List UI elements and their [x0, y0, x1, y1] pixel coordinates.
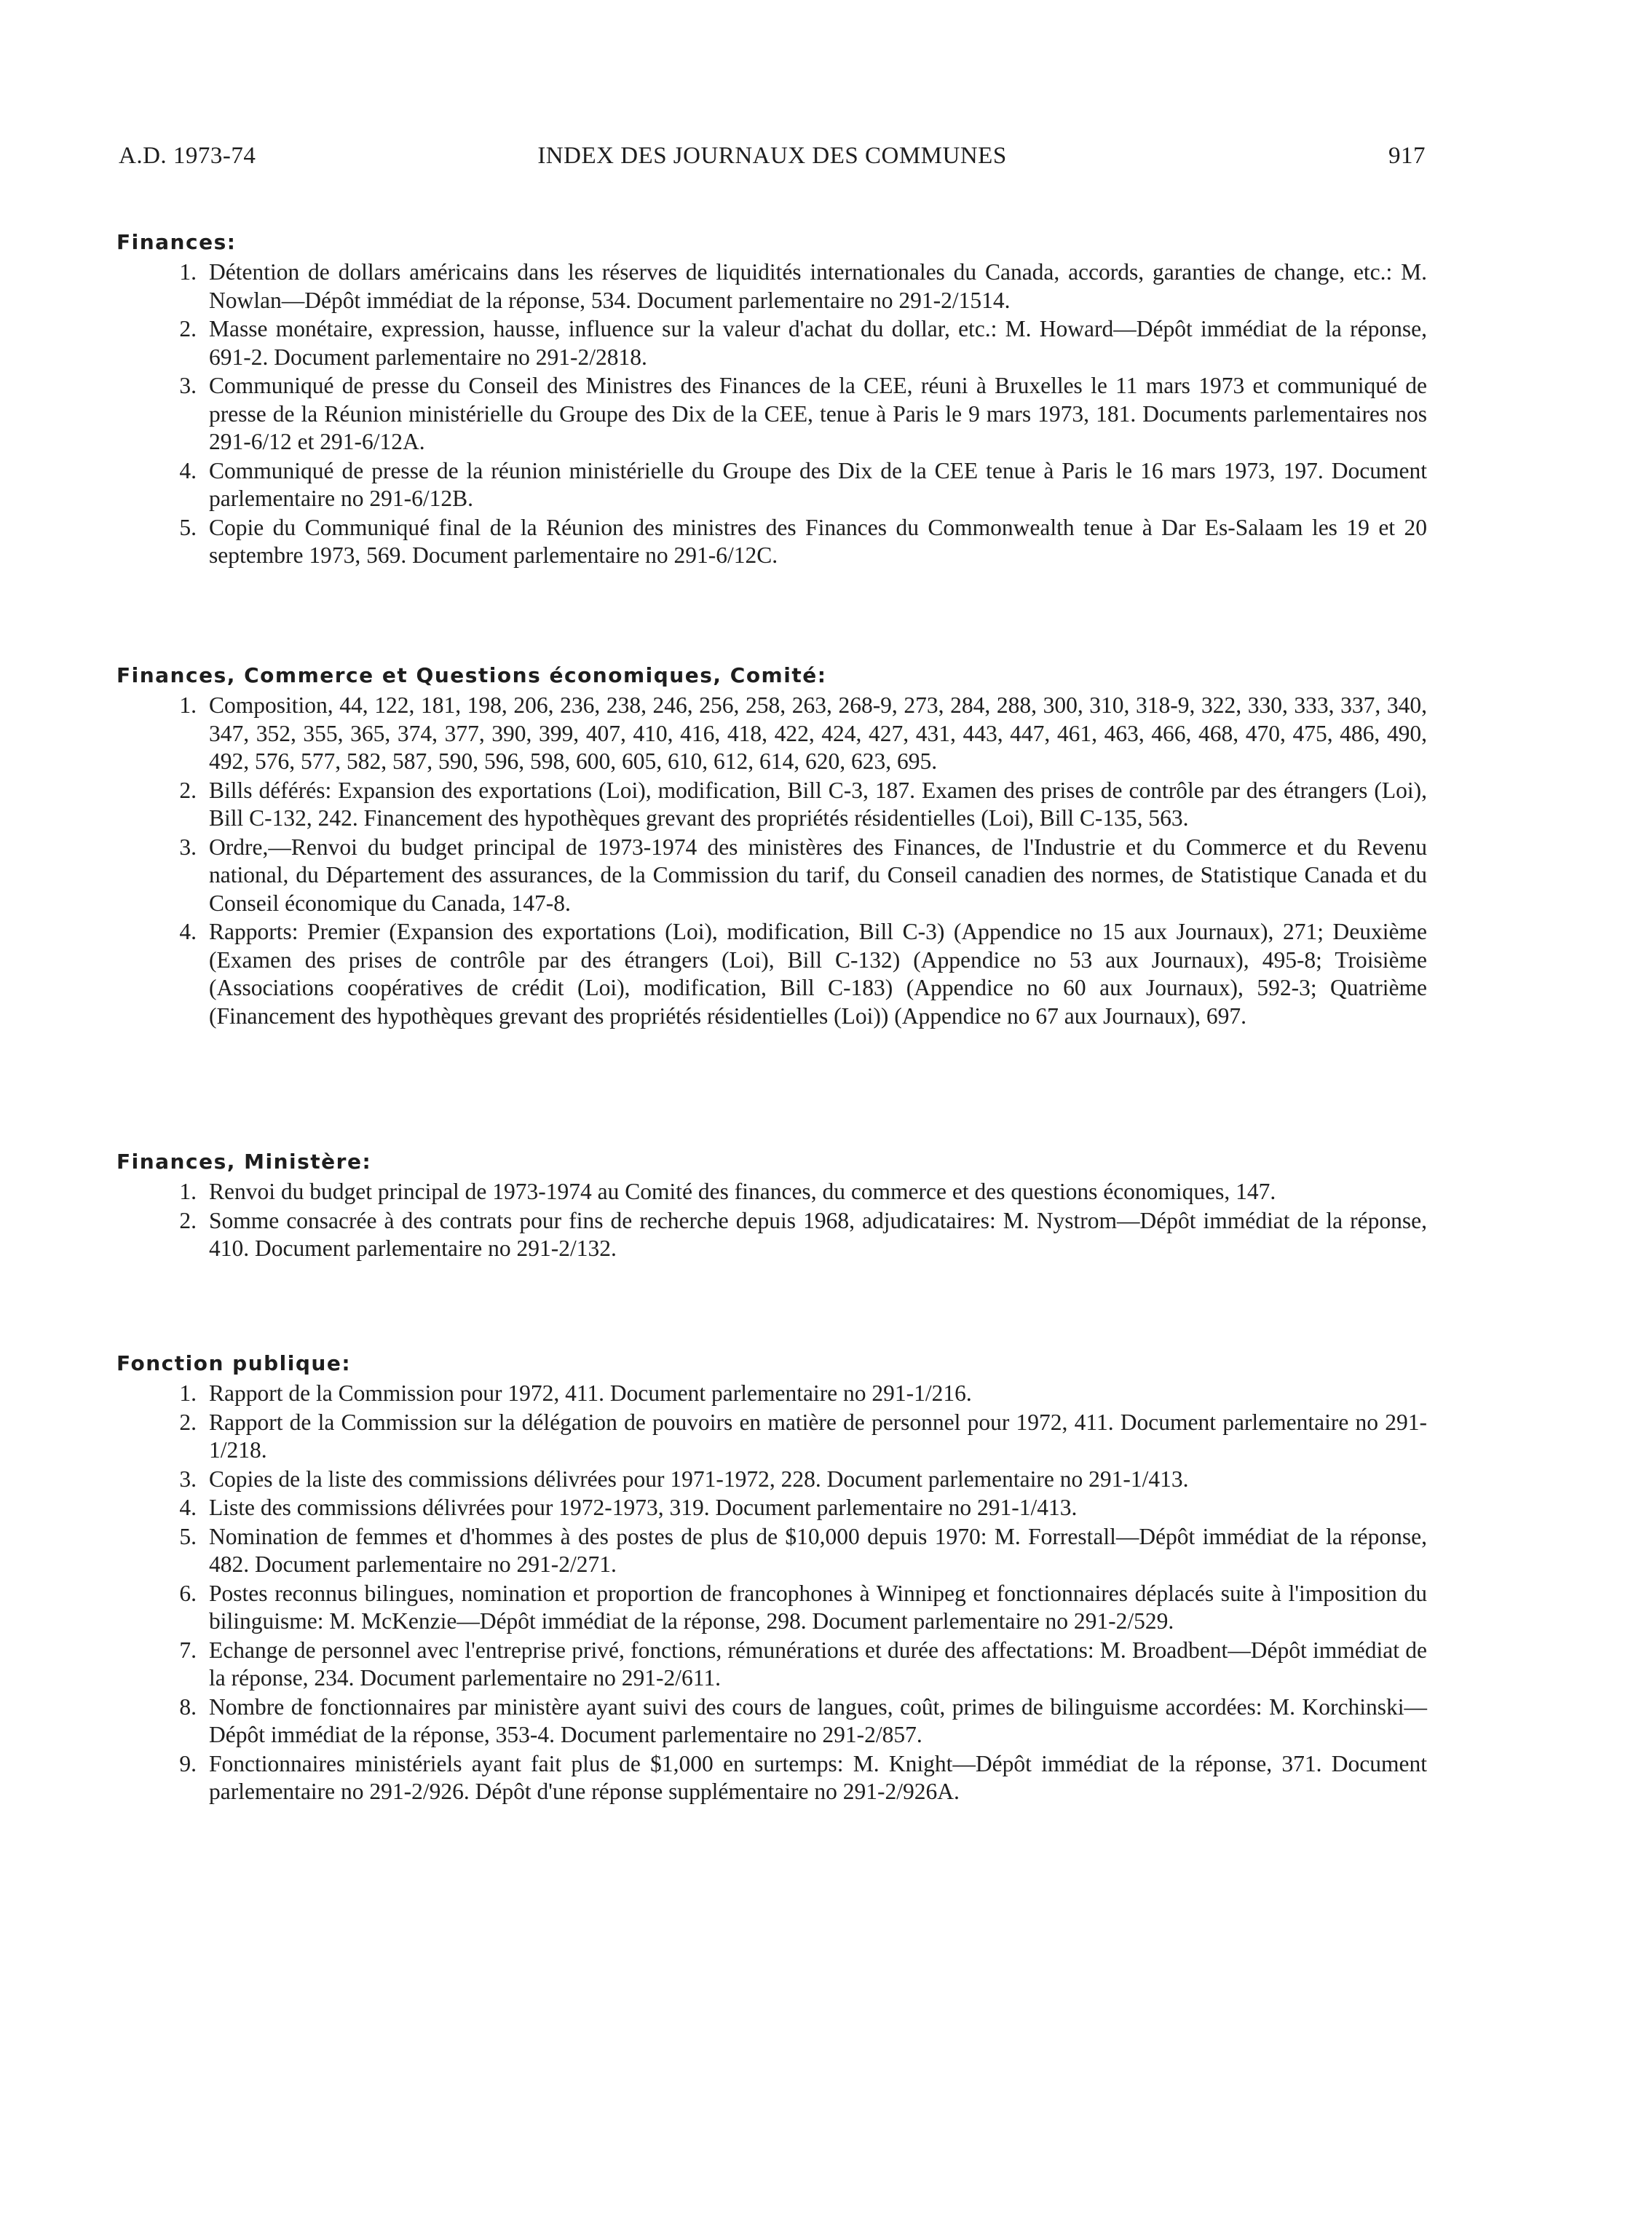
section-heading: Fonction publique: — [116, 1351, 352, 1375]
index-entry — [116, 918, 1427, 1030]
entry-number: 9. — [179, 1750, 197, 1776]
section-finances-commerce-committee — [116, 663, 1427, 1031]
index-entry — [116, 1580, 1427, 1636]
entry-text: Rapport de la Commission sur la délégation de pouvoirs en matière de personnel pour 1972, 411. Document parlementaire no 291-1/218. — [209, 1409, 1427, 1463]
entry-number: 2. — [179, 1409, 197, 1435]
entry-number: 3. — [179, 1466, 197, 1492]
entry-number: 8. — [179, 1693, 197, 1720]
section-finances — [116, 229, 1427, 571]
index-entry — [116, 834, 1427, 918]
section-heading: Finances, Ministère: — [116, 1150, 372, 1174]
entry-text: Somme consacrée à des contrats pour fins de recherche depuis 1968, adjudicataires: M. Nystrom—Dépôt immédiat de la réponse, 410. Document parlementaire no 291-2/132. — [209, 1207, 1427, 1261]
entry-number: 2. — [179, 777, 197, 803]
page-header — [119, 143, 1426, 178]
entry-text: Composition, 44, 122, 181, 198, 206, 236, 238, 246, 256, 258, 263, 268-9, 273, 284, 288, 300, 310, 318-9, 322, 330, 333, 337, 340, 347, 352, 355, 365, 374, 377, 390, 399, 407, 410, 416, 418, 422, 424, 427, 431, 443, 447, 461, 463, 466, 468, 470, 475, 486, 490, 492, 576, 577, 582, 587, 590, 596, 598, 600, 605, 610, 612, 614, 620, 623, 695. — [209, 692, 1427, 774]
entry-text: Détention de dollars américains dans les réserves de liquidités internationales du Canada, accords, garanties de change, etc.: M. Nowlan—Dépôt immédiat de la réponse, 534. Document parlementaire no 291-2/1514. — [209, 259, 1427, 313]
entry-number: 2. — [179, 316, 197, 341]
entry-number: 3. — [179, 373, 197, 398]
entry-number: 3. — [179, 834, 197, 860]
index-entry — [116, 372, 1427, 456]
index-entry — [116, 1466, 1427, 1494]
entry-number: 6. — [179, 1580, 197, 1606]
entry-text: Postes reconnus bilingues, nomination et proportion de francophones à Winnipeg et fonctionnaires déplacés suite à l'imposition du bilinguisme: M. McKenzie—Dépôt immédiat de la réponse, 298. Document parlementaire no 291-2/529. — [209, 1580, 1427, 1634]
index-entry — [116, 1494, 1427, 1522]
section-heading: Finances, Commerce et Questions économiques, Comité: — [116, 663, 827, 687]
section-public-service — [116, 1351, 1427, 1807]
entry-list — [116, 1380, 1427, 1806]
entry-number: 1. — [179, 1179, 197, 1204]
entry-text: Nomination de femmes et d'hommes à des postes de plus de $10,000 depuis 1970: M. Forrestall—Dépôt immédiat de la réponse, 482. Document parlementaire no 291-2/271. — [209, 1523, 1427, 1577]
entry-text: Renvoi du budget principal de 1973-1974 au Comité des finances, du commerce et des questions économiques, 147. — [209, 1179, 1276, 1204]
index-entry — [116, 1637, 1427, 1693]
entry-text: Copies de la liste des commissions délivrées pour 1971-1972, 228. Document parlementaire no 291-1/413. — [209, 1466, 1189, 1492]
entry-number: 1. — [179, 259, 197, 285]
index-entry — [116, 1523, 1427, 1579]
index-entry — [116, 315, 1427, 371]
entry-text: Rapports: Premier (Expansion des exportations (Loi), modification, Bill C-3) (Appendice no 15 aux Journaux), 271; Deuxième (Examen des prises de contrôle par des étrangers (Loi), Bill C-132) (Appendice no 53 aux Journaux), 495-8; Troisième (Associations coopératives de crédit (Loi), modification, Bill C-183) (Appendice no 60 aux Journaux), 592-3; Quatrième (Financement des hypothèques grevant des propriétés résidentielles (Loi)) (Appendice no 67 aux Journaux), 697. — [209, 919, 1427, 1029]
entry-text: Communiqué de presse du Conseil des Ministres des Finances de la CEE, réuni à Bruxelles le 11 mars 1973 et communiqué de presse de la Réunion ministérielle du Groupe des Dix de la CEE, tenue à Paris le 9 mars 1973, 181. Documents parlementaires nos 291-6/12 et 291-6/12A. — [209, 373, 1427, 454]
entry-list — [116, 692, 1427, 1030]
index-entry — [116, 1207, 1427, 1263]
entry-number: 2. — [179, 1207, 197, 1233]
header-title: INDEX DES JOURNAUX DES COMMUNES — [537, 143, 1007, 169]
entry-text: Fonctionnaires ministériels ayant fait plus de $1,000 en surtemps: M. Knight—Dépôt immédiat de la réponse, 371. Document parlementaire no 291-2/926. Dépôt d'une réponse supplémentaire no 291-2/926A. — [209, 1750, 1427, 1804]
entry-list — [116, 258, 1427, 570]
entry-number: 7. — [179, 1637, 197, 1663]
entry-text: Rapport de la Commission pour 1972, 411. Document parlementaire no 291-1/216. — [209, 1380, 972, 1406]
index-entry — [116, 1380, 1427, 1408]
entry-number: 4. — [179, 1495, 197, 1520]
section-finances-ministry — [116, 1149, 1427, 1264]
index-entry — [116, 1750, 1427, 1806]
entry-list — [116, 1178, 1427, 1263]
index-entry — [116, 1409, 1427, 1465]
entry-text: Nombre de fonctionnaires par ministère ayant suivi des cours de langues, coût, primes de bilinguisme accordées: M. Korchinski—Dépôt immédiat de la réponse, 353-4. Document parlementaire no 291-2/857. — [209, 1693, 1427, 1747]
entry-number: 1. — [179, 1380, 197, 1406]
entry-number: 4. — [179, 457, 197, 483]
header-year: A.D. 1973-74 — [119, 143, 256, 169]
entry-text: Communiqué de presse de la réunion ministérielle du Groupe des Dix de la CEE tenue à Paris le 16 mars 1973, 197. Document parlementaire no 291-6/12B. — [209, 457, 1427, 511]
index-entry — [116, 692, 1427, 776]
page-number: 917 — [1388, 143, 1426, 169]
entry-text: Masse monétaire, expression, hausse, influence sur la valeur d'achat du dollar, etc.: M. Howard—Dépôt immédiat de la réponse, 691-2. Document parlementaire no 291-2/2818. — [209, 316, 1427, 370]
entry-number: 5. — [179, 514, 197, 540]
entry-text: Ordre,—Renvoi du budget principal de 1973-1974 des ministères des Finances, de l'Industrie et du Commerce et du Revenu national, du Département des assurances, de la Commission du tarif, du Conseil canadien des normes, de Statistique Canada et du Conseil économique du Canada, 147-8. — [209, 834, 1427, 916]
index-entry — [116, 258, 1427, 315]
entry-text: Liste des commissions délivrées pour 1972-1973, 319. Document parlementaire no 291-1/413. — [209, 1495, 1078, 1520]
index-entry — [116, 777, 1427, 833]
index-entry — [116, 1693, 1427, 1749]
index-entry — [116, 1178, 1427, 1206]
section-heading: Finances: — [116, 230, 237, 254]
entry-text: Copie du Communiqué final de la Réunion des ministres des Finances du Commonwealth tenue à Dar Es-Salaam les 19 et 20 septembre 1973, 569. Document parlementaire no 291-6/12C. — [209, 514, 1427, 568]
index-entry — [116, 514, 1427, 570]
entry-text: Echange de personnel avec l'entreprise privé, fonctions, rémunérations et durée des affectations: M. Broadbent—Dépôt immédiat de la réponse, 234. Document parlementaire no 291-2/611. — [209, 1637, 1427, 1691]
entry-number: 4. — [179, 919, 197, 944]
entry-text: Bills déférés: Expansion des exportations (Loi), modification, Bill C-3, 187. Examen des prises de contrôle par des étrangers (Loi), Bill C-132, 242. Financement des hypothèques grevant des propriétés résidentielles (Loi), Bill C-135, 563. — [209, 777, 1427, 831]
index-entry — [116, 457, 1427, 513]
entry-number: 5. — [179, 1523, 197, 1549]
entry-number: 1. — [179, 692, 197, 718]
